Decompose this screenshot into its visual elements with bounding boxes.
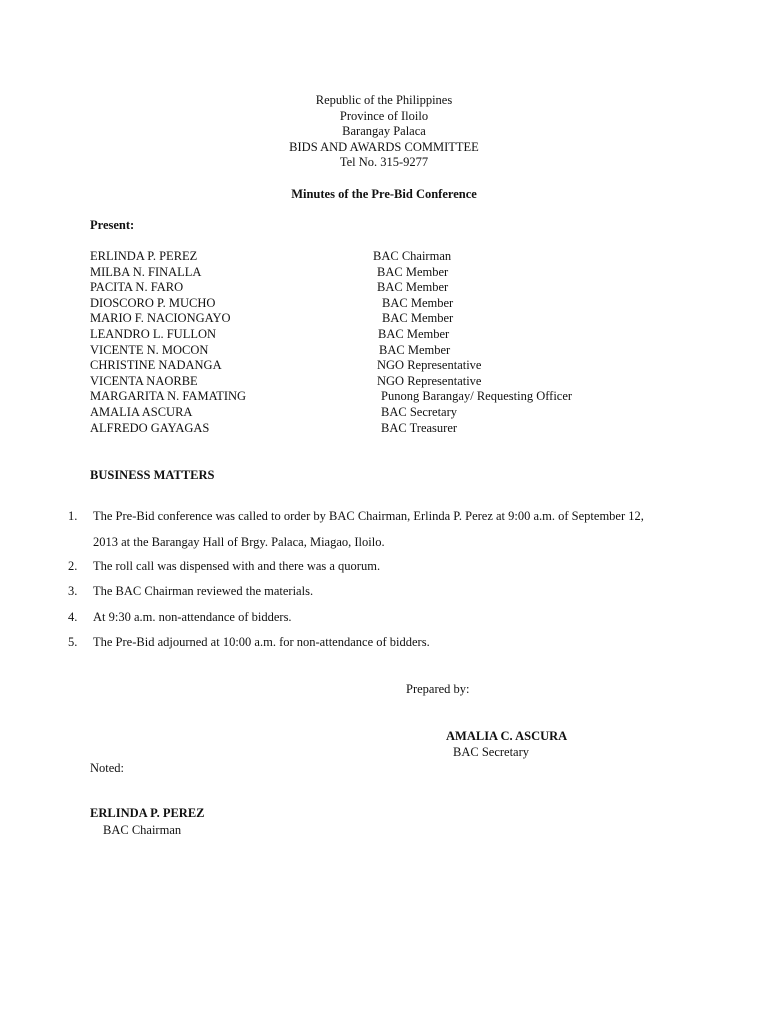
attendee-name: PACITA N. FARO	[90, 280, 184, 295]
present-label: Present:	[90, 218, 135, 232]
list-item-text: The Pre-Bid adjourned at 10:00 a.m. for non-attendance of bidders.	[93, 635, 430, 649]
noted-by-position: BAC Chairman	[103, 823, 182, 837]
attendee-role: NGO Representative	[377, 358, 482, 373]
attendee-role: BAC Chairman	[373, 249, 452, 263]
document-title: Minutes of the Pre-Bid Conference	[291, 187, 477, 201]
attendee-row	[0, 311, 768, 327]
attendee-row	[0, 265, 768, 281]
attendee-row	[0, 421, 768, 437]
noted-label: Noted:	[90, 761, 125, 775]
attendee-role: BAC Member	[378, 327, 450, 341]
noted-by-name: ERLINDA P. PEREZ	[90, 806, 205, 820]
list-item-number: 5.	[68, 635, 78, 649]
attendee-role: BAC Member	[382, 311, 454, 326]
attendee-role: NGO Representative	[377, 373, 482, 388]
list-item-number: 4.	[68, 610, 78, 624]
attendee-name: VICENTA NAORBE	[90, 373, 198, 388]
attendee-role: BAC Member	[377, 280, 449, 295]
attendee-name: ALFREDO GAYAGAS	[90, 420, 210, 435]
attendee-row	[0, 343, 768, 359]
attendee-row	[0, 358, 768, 374]
letterhead-province: Province of Iloilo	[339, 108, 429, 123]
attendee-name: MILBA N. FINALLA	[90, 264, 202, 279]
attendee-row	[0, 296, 768, 312]
attendee-role: Punong Barangay/ Requesting Officer	[381, 389, 573, 404]
attendee-row	[0, 389, 768, 405]
list-item-number: 2.	[68, 559, 78, 573]
list-item-number: 1.	[68, 509, 78, 523]
list-item-text: At 9:30 a.m. non-attendance of bidders.	[93, 610, 292, 624]
attendee-name: MARIO F. NACIONGAYO	[90, 311, 231, 326]
attendee-name: DIOSCORO P. MUCHO	[90, 295, 216, 310]
prepared-by-label: Prepared by:	[406, 682, 470, 696]
attendee-row	[0, 280, 768, 296]
attendee-role: BAC Member	[382, 295, 454, 310]
attendee-name: ERLINDA P. PEREZ	[90, 249, 198, 263]
list-item-text: The roll call was dispensed with and there was a quorum.	[93, 559, 381, 573]
letterhead	[184, 93, 584, 171]
attendee-name: LEANDRO L. FULLON	[90, 327, 217, 341]
list-item-text: 2013 at the Barangay Hall of Brgy. Palaca, Miagao, Iloilo.	[93, 535, 385, 549]
letterhead-country: Republic of the Philippines	[315, 93, 453, 107]
attendee-row	[0, 249, 768, 265]
attendee-role: BAC Treasurer	[381, 420, 458, 435]
attendee-name: AMALIA ASCURA	[90, 405, 193, 419]
list-item-text: The Pre-Bid conference was called to order by BAC Chairman, Erlinda P. Perez at 9:00 a.m. of September 12,	[93, 509, 644, 523]
business-matters-heading: BUSINESS MATTERS	[90, 468, 215, 482]
attendee-row	[0, 327, 768, 343]
list-item-number: 3.	[68, 584, 78, 598]
attendee-row	[0, 405, 768, 421]
attendee-name: CHRISTINE NADANGA	[90, 358, 222, 373]
attendee-role: BAC Secretary	[381, 405, 458, 419]
prepared-by-name: AMALIA C. ASCURA	[446, 729, 568, 743]
letterhead-telephone: Tel No. 315-9277	[339, 155, 429, 170]
attendee-name: MARGARITA N. FAMATING	[90, 389, 247, 404]
attendee-role: BAC Member	[377, 264, 449, 279]
attendee-role: BAC Member	[379, 342, 451, 357]
letterhead-barangay: Barangay Palaca	[342, 124, 426, 139]
prepared-by-position: BAC Secretary	[453, 745, 530, 759]
attendee-row	[0, 374, 768, 390]
letterhead-committee: BIDS AND AWARDS COMMITTEE	[289, 139, 479, 154]
list-item-text: The BAC Chairman reviewed the materials.	[93, 584, 314, 598]
attendee-name: VICENTE N. MOCON	[90, 342, 209, 357]
